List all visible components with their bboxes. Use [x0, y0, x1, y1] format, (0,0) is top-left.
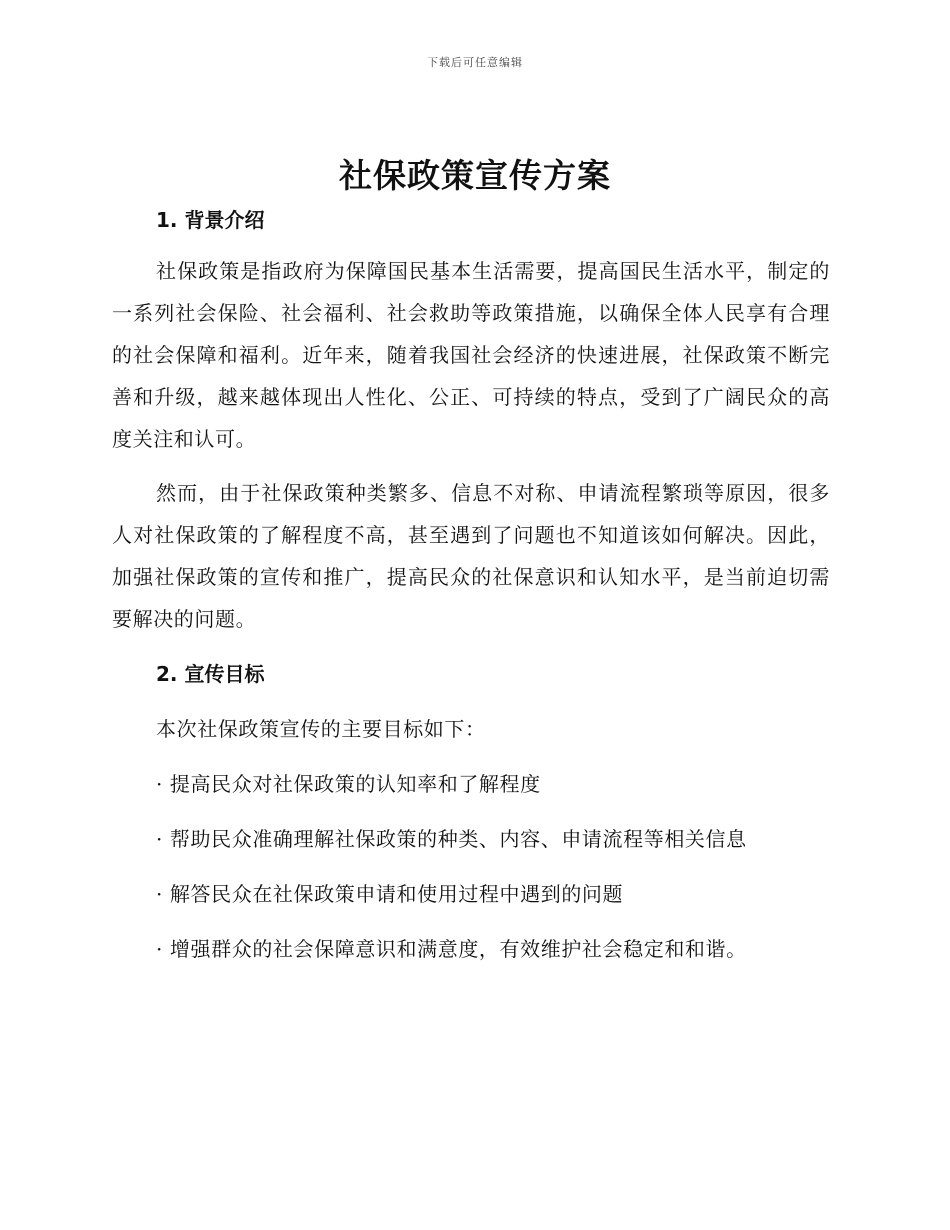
document-body: [112, 200, 830, 983]
list-item: · 帮助民众准确理解社保政策的种类、内容、申请流程等相关信息: [156, 827, 747, 851]
list-item: · 提高民众对社保政策的认知率和了解程度: [156, 772, 541, 796]
background-paragraph-1: 社保政策是指政府为保障国民基本生活需要，提高国民生活水平，制定的一系列社会保险、社会福利、社会救助等政策措施，以确保全体人民享有合理的社会保障和福利。近年来，随着我国社会经济的快速进展，社保政策不断完善和升级，越来越体现出人性化、公正、可持续的特点，受到了广阔民众的高度关注和认可。: [112, 259, 830, 451]
goals-intro: 本次社保政策宣传的主要目标如下：: [156, 717, 486, 741]
list-item: · 解答民众在社保政策申请和使用过程中遇到的问题: [156, 882, 624, 906]
background-paragraph-2: 然而，由于社保政策种类繁多、信息不对称、申请流程繁琐等原因，很多人对社保政策的了解程度不高，甚至遇到了问题也不知道该如何解决。因此，加强社保政策的宣传和推广，提高民众的社保意识和认知水平，是当前迫切需要解决的问题。: [112, 481, 830, 631]
section-heading-goals: 2. 宣传目标: [156, 662, 265, 686]
header-note: 下载后可任意编辑: [427, 56, 523, 69]
list-item: · 增强群众的社会保障意识和满意度，有效维护社会稳定和和谐。: [156, 937, 747, 961]
section-heading-background: 1. 背景介绍: [156, 208, 265, 232]
goals-list: [112, 763, 830, 970]
document-title: 社保政策宣传方案: [339, 156, 611, 195]
